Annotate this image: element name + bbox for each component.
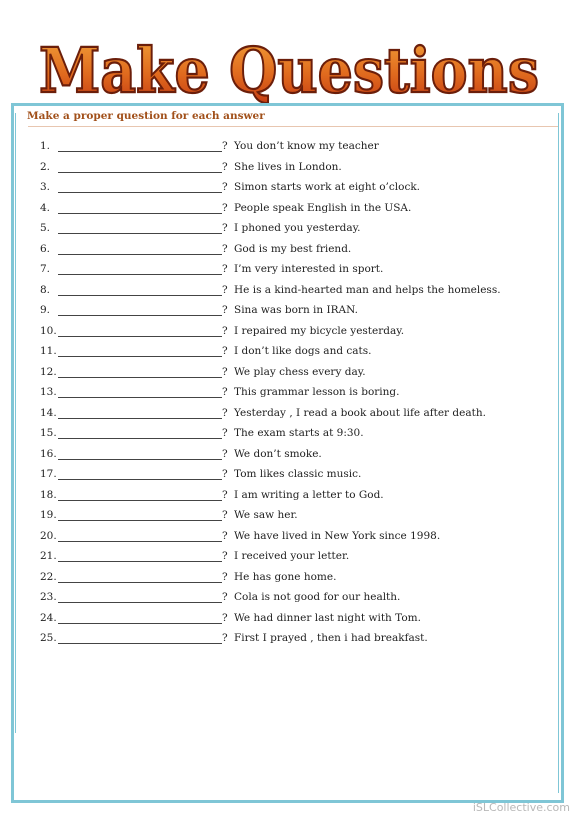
question-row bbox=[0, 199, 578, 220]
question-number: 19. bbox=[40, 509, 57, 521]
question-mark: ? bbox=[222, 324, 228, 337]
question-mark: ? bbox=[222, 509, 228, 521]
answer-blank-line[interactable] bbox=[58, 438, 222, 439]
answer-text: Yesterday , I read a book about life after death. bbox=[234, 406, 486, 419]
question-mark: ? bbox=[222, 570, 228, 583]
answer-text: People speak English in the USA. bbox=[234, 201, 412, 214]
answer-text: This grammar lesson is boring. bbox=[234, 386, 400, 398]
question-row bbox=[0, 158, 578, 179]
question-number: 12. bbox=[40, 365, 57, 378]
question-row bbox=[0, 383, 578, 404]
question-list bbox=[0, 137, 578, 650]
answer-text: I received your letter. bbox=[234, 550, 350, 562]
answer-blank-line[interactable] bbox=[58, 192, 222, 193]
question-mark: ? bbox=[222, 365, 228, 378]
question-mark: ? bbox=[222, 283, 228, 296]
answer-text: We have lived in New York since 1998. bbox=[234, 529, 441, 542]
question-number: 2. bbox=[40, 160, 51, 173]
question-row bbox=[0, 445, 578, 466]
question-number: 10. bbox=[40, 324, 57, 337]
question-row bbox=[0, 588, 578, 609]
question-mark: ? bbox=[222, 201, 228, 214]
question-row bbox=[0, 281, 578, 302]
question-row bbox=[0, 240, 578, 261]
question-row bbox=[0, 609, 578, 630]
answer-text: We play chess every day. bbox=[234, 365, 366, 378]
question-row bbox=[0, 527, 578, 548]
question-mark: ? bbox=[222, 263, 228, 275]
question-row bbox=[0, 260, 578, 281]
question-row bbox=[0, 219, 578, 240]
answer-blank-line[interactable] bbox=[58, 643, 222, 644]
answer-text: She lives in London. bbox=[234, 160, 342, 173]
watermark: iSLCollective.com bbox=[472, 801, 570, 814]
question-row bbox=[0, 424, 578, 445]
question-number: 17. bbox=[40, 468, 57, 480]
answer-blank-line[interactable] bbox=[58, 377, 222, 378]
answer-blank-line[interactable] bbox=[58, 336, 222, 337]
answer-text: Cola is not good for our health. bbox=[234, 591, 401, 603]
question-row bbox=[0, 486, 578, 507]
answer-blank-line[interactable] bbox=[58, 561, 222, 562]
question-number: 16. bbox=[40, 447, 57, 460]
answer-text: The exam starts at 9:30. bbox=[234, 427, 364, 439]
question-row bbox=[0, 342, 578, 363]
question-mark: ? bbox=[222, 242, 228, 255]
answer-blank-line[interactable] bbox=[58, 172, 222, 173]
question-row bbox=[0, 506, 578, 527]
answer-text: We don’t smoke. bbox=[234, 447, 322, 460]
answer-text: You don’t know my teacher bbox=[234, 140, 379, 152]
question-mark: ? bbox=[222, 406, 228, 419]
question-mark: ? bbox=[222, 304, 228, 316]
question-row bbox=[0, 629, 578, 650]
answer-text: First I prayed , then i had breakfast. bbox=[234, 632, 428, 644]
question-number: 24. bbox=[40, 611, 57, 624]
title-text: Make Questions bbox=[39, 34, 539, 107]
question-mark: ? bbox=[222, 591, 228, 603]
question-mark: ? bbox=[222, 222, 228, 234]
question-mark: ? bbox=[222, 447, 228, 460]
question-row bbox=[0, 178, 578, 199]
question-number: 23. bbox=[40, 591, 57, 603]
question-number: 25. bbox=[40, 632, 57, 644]
question-number: 18. bbox=[40, 488, 57, 501]
page-title bbox=[0, 20, 578, 110]
answer-blank-line[interactable] bbox=[58, 418, 222, 419]
answer-blank-line[interactable] bbox=[58, 397, 222, 398]
answer-text: We had dinner last night with Tom. bbox=[234, 611, 421, 624]
answer-text: Simon starts work at eight o’clock. bbox=[234, 181, 421, 193]
question-row bbox=[0, 137, 578, 158]
question-number: 20. bbox=[40, 529, 57, 542]
question-number: 15. bbox=[40, 427, 57, 439]
answer-blank-line[interactable] bbox=[58, 254, 222, 255]
question-mark: ? bbox=[222, 488, 228, 501]
answer-text: I am writing a letter to God. bbox=[234, 488, 384, 501]
answer-text: He is a kind-hearted man and helps the homeless. bbox=[234, 283, 501, 296]
question-mark: ? bbox=[222, 160, 228, 173]
answer-text: He has gone home. bbox=[234, 570, 337, 583]
answer-text: I repaired my bicycle yesterday. bbox=[234, 324, 405, 337]
answer-blank-line[interactable] bbox=[58, 233, 222, 234]
question-mark: ? bbox=[222, 632, 228, 644]
question-mark: ? bbox=[222, 140, 228, 152]
answer-blank-line[interactable] bbox=[58, 602, 222, 603]
answer-blank-line[interactable] bbox=[58, 479, 222, 480]
question-mark: ? bbox=[222, 345, 228, 357]
question-number: 22. bbox=[40, 570, 57, 583]
question-number: 1. bbox=[40, 140, 51, 152]
question-number: 13. bbox=[40, 386, 57, 398]
question-mark: ? bbox=[222, 386, 228, 398]
question-number: 11. bbox=[40, 345, 57, 357]
question-mark: ? bbox=[222, 468, 228, 480]
question-number: 4. bbox=[40, 201, 51, 214]
question-mark: ? bbox=[222, 427, 228, 439]
question-row bbox=[0, 568, 578, 589]
question-row bbox=[0, 547, 578, 568]
answer-blank-line[interactable] bbox=[58, 213, 222, 214]
question-number: 21. bbox=[40, 550, 57, 562]
question-number: 7. bbox=[40, 263, 51, 275]
answer-blank-line[interactable] bbox=[58, 356, 222, 357]
answer-blank-line[interactable] bbox=[58, 315, 222, 316]
answer-text: I don’t like dogs and cats. bbox=[234, 345, 372, 357]
answer-text: Sina was born in IRAN. bbox=[234, 304, 358, 316]
answer-blank-line[interactable] bbox=[58, 459, 222, 460]
question-number: 5. bbox=[40, 222, 51, 234]
question-row bbox=[0, 301, 578, 322]
question-row bbox=[0, 363, 578, 384]
answer-text: God is my best friend. bbox=[234, 242, 352, 255]
answer-blank-line[interactable] bbox=[58, 623, 222, 624]
answer-text: Tom likes classic music. bbox=[234, 468, 362, 480]
question-number: 3. bbox=[40, 181, 51, 193]
answer-text: We saw her. bbox=[234, 509, 298, 521]
question-mark: ? bbox=[222, 529, 228, 542]
question-row bbox=[0, 322, 578, 343]
answer-blank-line[interactable] bbox=[58, 541, 222, 542]
title-wordart bbox=[0, 20, 578, 110]
answer-text: I’m very interested in sport. bbox=[234, 263, 384, 275]
answer-blank-line[interactable] bbox=[58, 500, 222, 501]
answer-blank-line[interactable] bbox=[58, 151, 222, 152]
answer-blank-line[interactable] bbox=[58, 295, 222, 296]
answer-text: I phoned you yesterday. bbox=[234, 222, 361, 234]
question-mark: ? bbox=[222, 611, 228, 624]
answer-blank-line[interactable] bbox=[58, 274, 222, 275]
question-number: 14. bbox=[40, 406, 57, 419]
question-mark: ? bbox=[222, 550, 228, 562]
question-row bbox=[0, 404, 578, 425]
instruction-underline bbox=[28, 126, 558, 127]
instruction-text: Make a proper question for each answer bbox=[27, 110, 265, 122]
question-row bbox=[0, 465, 578, 486]
question-number: 6. bbox=[40, 242, 51, 255]
answer-blank-line[interactable] bbox=[58, 582, 222, 583]
question-number: 9. bbox=[40, 304, 51, 316]
question-mark: ? bbox=[222, 181, 228, 193]
question-number: 8. bbox=[40, 283, 51, 296]
answer-blank-line[interactable] bbox=[58, 520, 222, 521]
